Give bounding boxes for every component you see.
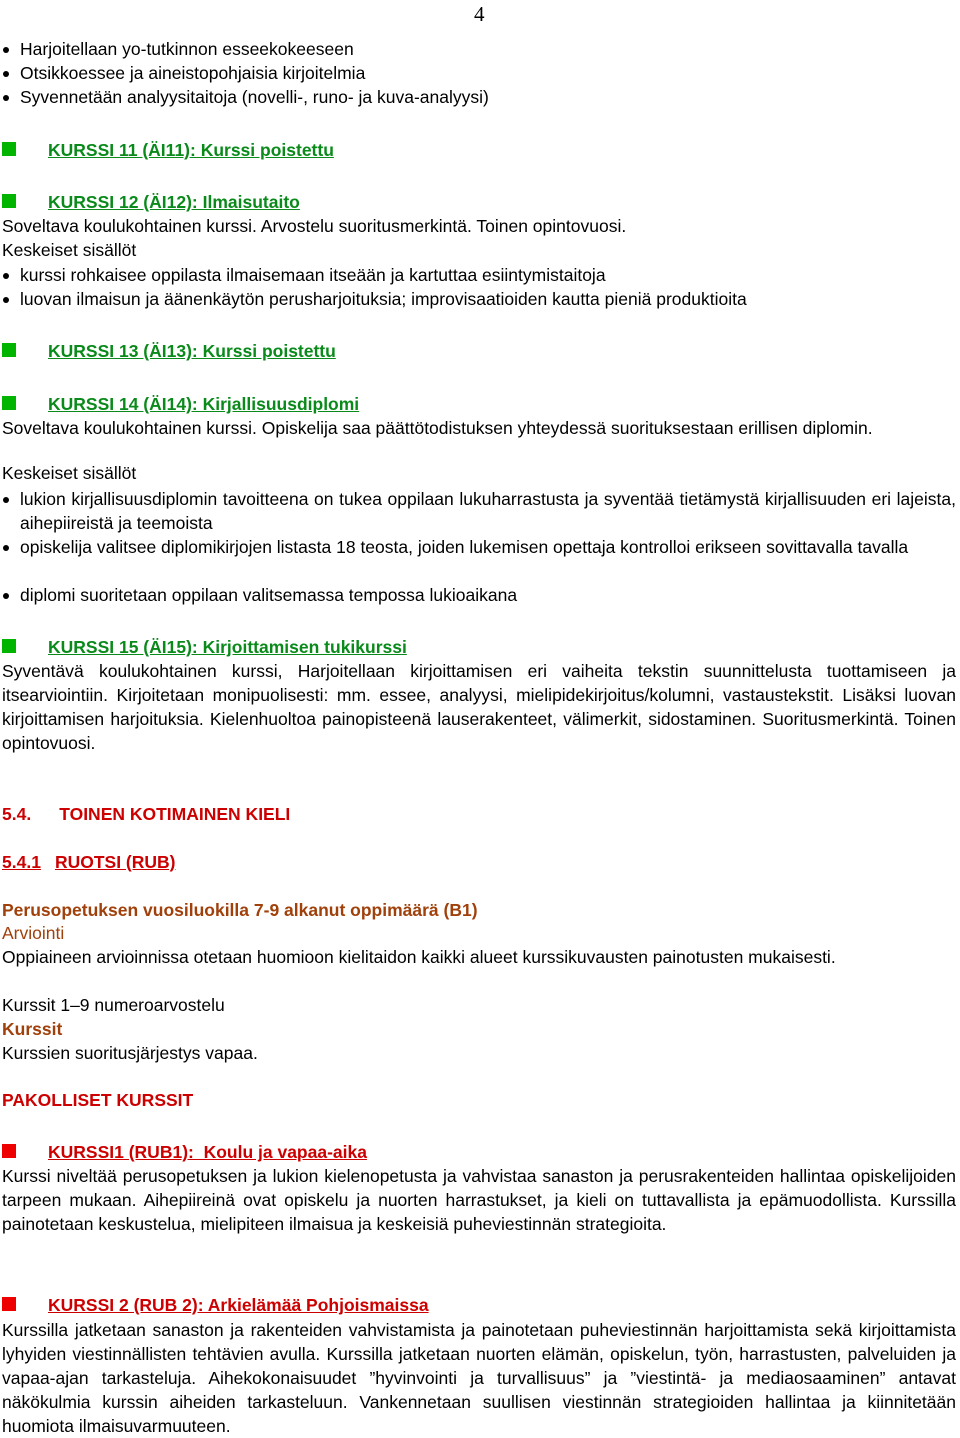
course-description: Soveltava koulukohtainen kurssi. Arvostelu suoritusmerkintä. Toinen opintovuosi.: [2, 216, 627, 236]
square-bullet-icon: [2, 396, 16, 410]
square-bullet-icon: [2, 1297, 16, 1311]
course-description: Syventävä koulukohtainen kurssi, Harjoitellaan kirjoittamisen eri vaiheita tekstin suunnittelusta tuottamiseen ja itsearviointiin. Kirjoitetaan monipuolisesti: mm. essee, analyysi, mielipidekirjoitus/kolumni, vastaustekstit. Lisäksi luovan kirjoittamisen harjoituksia. Kielenhuoltoa painopisteenä lauserakenteet, välimerkit, sidostaminen. Suoritusmerkintä. Toinen opintovuosi.: [2, 661, 956, 753]
list-item: kurssi rohkaisee oppilasta ilmaisemaan itseään ja kartuttaa esiintymistaitoja: [2, 263, 956, 287]
arviointi-text: Oppiaineen arvioinnissa otetaan huomioon kielitaidon kaikki alueet kurssikuvausten painotusten mukaisesti.: [2, 947, 836, 967]
list-item: Otsikkoessee ja aineistopohjaisia kirjoitelmia: [2, 61, 956, 85]
contents-label: Keskeiset sisällöt: [2, 463, 137, 483]
bullet-icon: [3, 71, 9, 77]
course-description: Kurssi niveltää perusopetuksen ja lukion kielenopetusta ja vahvistaa sanaston ja perusrakenteiden hallintaa opiskelijoiden tarpeen mukaan. Aihepiireinä ovat opiskelu ja nuorten harrastukset, ja kieli on tuttavallista ja epämuodollista. Kurssilla painotetaan keskustelua, mielipiteen ilmaisua ja keskeisiä puheviestinnän strategioita.: [2, 1166, 956, 1234]
bullet-icon: [3, 545, 9, 551]
course-heading: KURSSI 13 (ÄI13): Kurssi poistettu: [2, 339, 336, 363]
bullet-icon: [3, 47, 9, 53]
section-heading: 5.4. TOINEN KOTIMAINEN KIELI: [2, 804, 291, 824]
square-bullet-icon: [2, 639, 16, 653]
bullet-icon: [3, 497, 9, 503]
bullet-icon: [3, 593, 9, 599]
list-item: diplomi suoritetaan oppilaan valitsemassa tempossa lukioaikana: [2, 583, 956, 607]
square-bullet-icon: [2, 194, 16, 208]
square-bullet-icon: [2, 142, 16, 156]
bullet-icon: [3, 95, 9, 101]
kurssit-text: Kurssien suoritusjärjestys vapaa.: [2, 1043, 258, 1063]
kurssit-label: Kurssit: [2, 1019, 63, 1039]
course-heading: KURSSI 15 (ÄI15): Kirjoittamisen tukikurssi: [2, 635, 407, 659]
list-item: lukion kirjallisuusdiplomin tavoitteena on tukea oppilaan lukuharrastusta ja syventää tietämystä kirjallisuuden eri lajeista, aihepiireistä ja teemoista: [2, 487, 956, 535]
list-item: Harjoitellaan yo-tutkinnon esseekokeeseen: [2, 37, 956, 61]
square-bullet-icon: [2, 343, 16, 357]
arviointi-label: Arviointi: [2, 923, 65, 943]
subsection-heading: 5.4.1 RUOTSI (RUB): [2, 852, 176, 872]
mandatory-courses-heading: PAKOLLISET KURSSIT: [2, 1090, 194, 1110]
list-item: luovan ilmaisun ja äänenkäytön perusharjoituksia; improvisaatioiden kautta pieniä produktioita: [2, 287, 956, 311]
bullet-icon: [3, 273, 9, 279]
course-heading: KURSSI 14 (ÄI14): Kirjallisuusdiplomi: [2, 392, 359, 416]
bullet-icon: [3, 297, 9, 303]
list-item: Syvennetään analyysitaitoja (novelli-, runo- ja kuva-analyysi): [2, 85, 956, 109]
course-heading: KURSSI 12 (ÄI12): Ilmaisutaito: [2, 190, 300, 214]
course-description: Soveltava koulukohtainen kurssi. Opiskelija saa päättötodistuksen yhteydessä suorituksestaan erillisen diplomin.: [2, 418, 873, 438]
contents-label: Keskeiset sisällöt: [2, 240, 137, 260]
course-heading: KURSSI 11 (ÄI11): Kurssi poistettu: [2, 138, 334, 162]
grading-text: Kurssit 1–9 numeroarvostelu: [2, 995, 225, 1015]
course-heading: KURSSI 2 (RUB 2): Arkielämää Pohjoismaissa: [2, 1293, 429, 1317]
course-description: Kurssilla jatketaan sanaston ja rakenteiden vahvistamista ja painotetaan puheviestinnän harjoittamista sekä kirjoittamista lyhyiden viestinnällisten tehtävien avulla. Kurssilla jatketaan nuorten elämän, opiskelun, työn, harrastusten, palveluiden ja vapaa-ajan tarkasteluja. Aihekokonaisuudet ”hyvinvointi ja turvallisuus” ja ”viestintä- ja mediaosaaminen” antavat näkökulmia kurssin aiheiden tarkasteluun. Vankennetaan suullisen viestinnän strategioiden hallintaa ja kiinnitetään huomiota ilmaisuvarmuuteen.: [2, 1320, 956, 1436]
course-heading: KURSSI1 (RUB1): Koulu ja vapaa-aika: [2, 1140, 367, 1164]
square-bullet-icon: [2, 1144, 16, 1158]
syllabus-title: Perusopetuksen vuosiluokilla 7-9 alkanut oppimäärä (B1): [2, 900, 478, 920]
list-item: opiskelija valitsee diplomikirjojen listasta 18 teosta, joiden lukemisen opettaja kontrolloi erikseen sovittavalla tavalla: [2, 535, 956, 559]
page-number: 4: [474, 2, 485, 26]
